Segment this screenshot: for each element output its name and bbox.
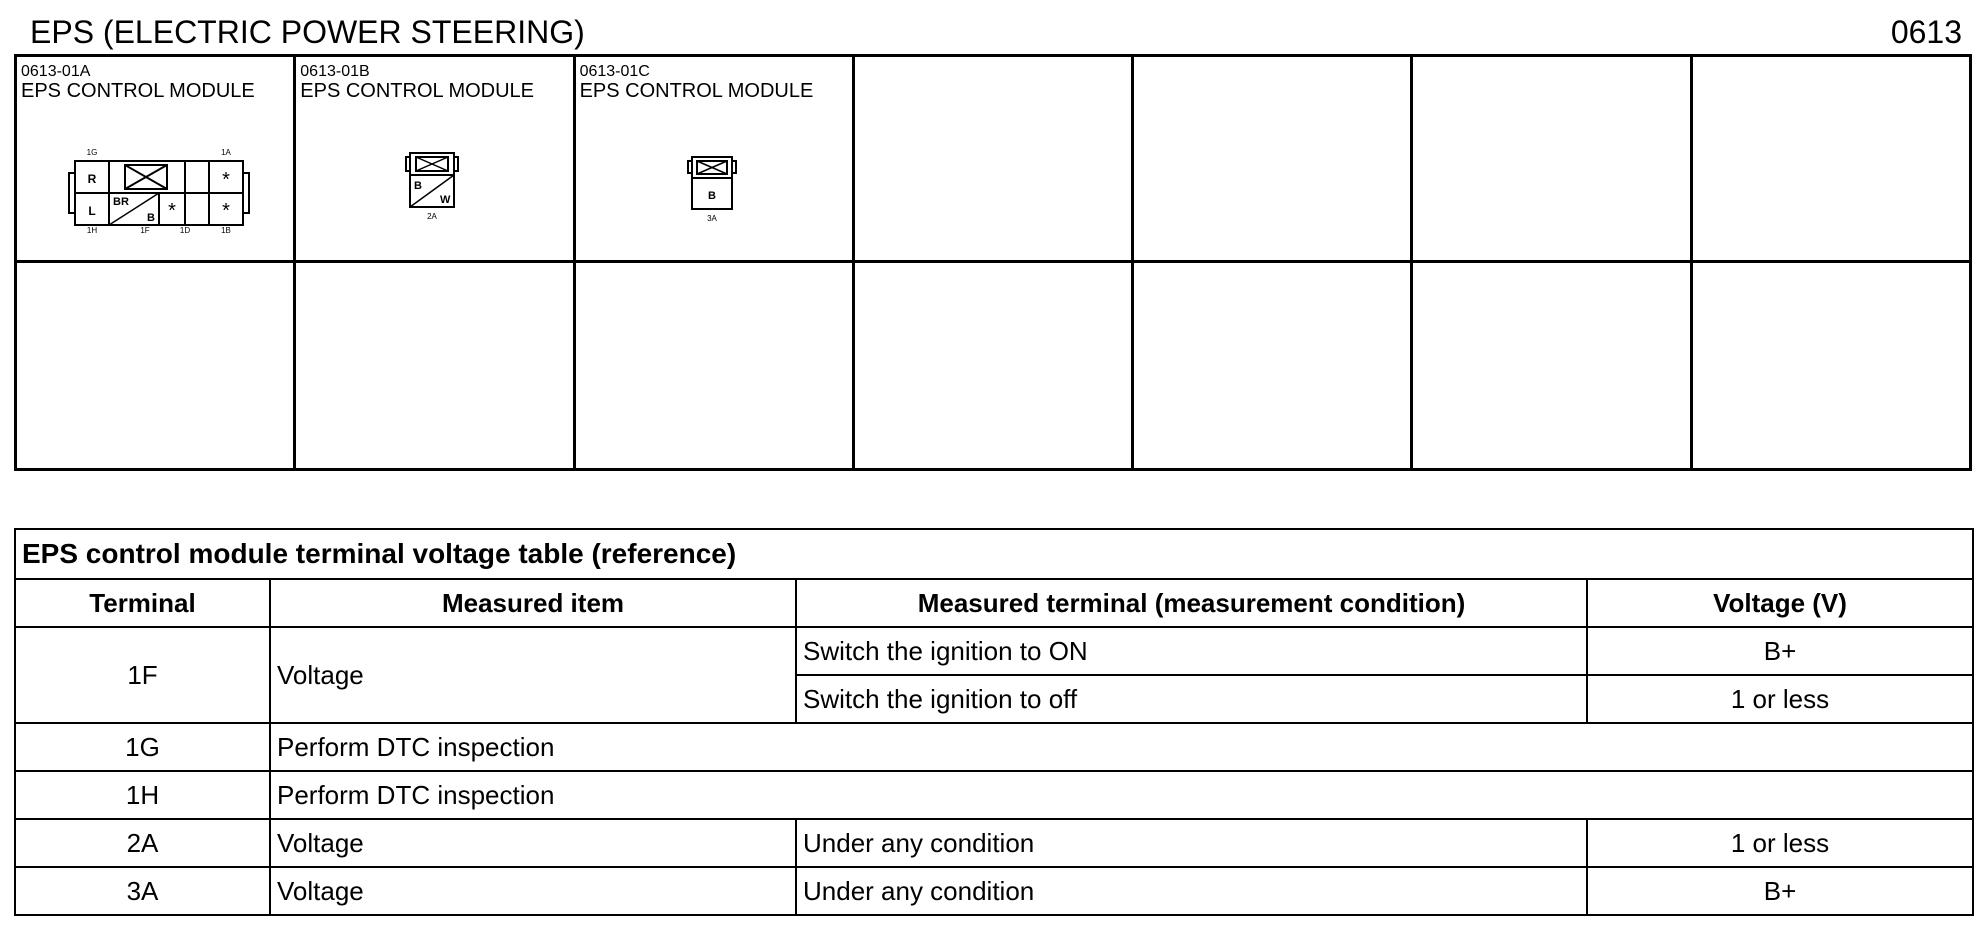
terminal-cell: 1H bbox=[15, 771, 270, 819]
connector-diagram-c bbox=[682, 153, 742, 227]
terminal-cell: 2A bbox=[15, 819, 270, 867]
empty-cell bbox=[574, 262, 853, 470]
table-row bbox=[15, 819, 1973, 867]
pin-label: 1F bbox=[140, 226, 150, 233]
pin-label: 1H bbox=[86, 226, 98, 233]
pin-label: 1A bbox=[221, 148, 231, 157]
connector-code: 0613-01A bbox=[21, 63, 91, 80]
wire-color-label: L bbox=[88, 204, 96, 218]
empty-cell bbox=[1133, 262, 1412, 470]
asterisk-mark: * bbox=[222, 200, 230, 222]
connector-diagram-a bbox=[57, 143, 267, 233]
column-header: Voltage (V) bbox=[1587, 579, 1973, 627]
empty-cell bbox=[16, 262, 295, 470]
condition-cell: Switch the ignition to ON bbox=[796, 627, 1587, 675]
voltage-cell: B+ bbox=[1587, 627, 1973, 675]
empty-cell bbox=[853, 56, 1132, 262]
measured-item-cell: Voltage bbox=[270, 819, 796, 867]
measured-item-cell: Voltage bbox=[270, 867, 796, 915]
terminal-cell: 3A bbox=[15, 867, 270, 915]
voltage-table bbox=[14, 528, 1974, 916]
wire-color-label: B bbox=[707, 190, 716, 202]
measured-item-cell: Perform DTC inspection bbox=[270, 771, 1973, 819]
table-row bbox=[15, 867, 1973, 915]
connector-grid bbox=[14, 54, 1972, 471]
terminal-cell: 1F bbox=[15, 627, 270, 723]
connector-name: EPS CONTROL MODULE bbox=[579, 80, 814, 102]
pin-label: 3A bbox=[706, 214, 717, 223]
connector-code: 0613-01C bbox=[579, 63, 650, 80]
connector-cell-b bbox=[295, 56, 574, 262]
wire-color-label: B bbox=[414, 180, 423, 192]
connector-cell-a bbox=[16, 56, 295, 262]
table-row bbox=[15, 723, 1973, 771]
condition-cell: Under any condition bbox=[796, 819, 1587, 867]
page-code: 0613 bbox=[1890, 14, 1962, 50]
connector-name: EPS CONTROL MODULE bbox=[300, 80, 535, 102]
empty-cell bbox=[1412, 262, 1691, 470]
empty-cell bbox=[1691, 262, 1970, 470]
pin-label: 1B bbox=[221, 226, 231, 233]
page-title: EPS (ELECTRIC POWER STEERING) bbox=[30, 14, 585, 50]
wire-color-label: B bbox=[147, 212, 155, 224]
connector-name: EPS CONTROL MODULE bbox=[21, 80, 255, 102]
pin-label: 2A bbox=[427, 212, 438, 221]
empty-cell bbox=[1691, 56, 1970, 262]
asterisk-mark: * bbox=[222, 169, 230, 191]
column-header: Measured item bbox=[270, 579, 796, 627]
wire-color-label: W bbox=[440, 194, 451, 206]
terminal-cell: 1G bbox=[15, 723, 270, 771]
table-row bbox=[15, 627, 1973, 675]
table-row bbox=[15, 771, 1973, 819]
pin-label: 1D bbox=[179, 226, 191, 233]
column-header: Measured terminal (measurement condition) bbox=[796, 579, 1587, 627]
condition-cell: Switch the ignition to off bbox=[796, 675, 1587, 723]
voltage-cell: 1 or less bbox=[1587, 675, 1973, 723]
empty-cell bbox=[1133, 56, 1412, 262]
connector-cell-c bbox=[574, 56, 853, 262]
condition-cell: Under any condition bbox=[796, 867, 1587, 915]
measured-item-cell: Voltage bbox=[270, 627, 796, 723]
connector-diagram-b bbox=[402, 149, 462, 225]
pin-label: 1G bbox=[86, 148, 98, 157]
connector-code: 0613-01B bbox=[300, 63, 370, 80]
column-header: Terminal bbox=[15, 579, 270, 627]
empty-cell bbox=[295, 262, 574, 470]
measured-item-cell: Perform DTC inspection bbox=[270, 723, 1973, 771]
empty-cell bbox=[853, 262, 1132, 470]
voltage-cell: 1 or less bbox=[1587, 819, 1973, 867]
empty-cell bbox=[1412, 56, 1691, 262]
voltage-table-title: EPS control module terminal voltage table (reference) bbox=[15, 529, 1973, 579]
wire-color-label: BR bbox=[113, 196, 129, 208]
asterisk-mark: * bbox=[168, 200, 176, 222]
voltage-cell: B+ bbox=[1587, 867, 1973, 915]
wire-color-label: R bbox=[87, 172, 97, 186]
